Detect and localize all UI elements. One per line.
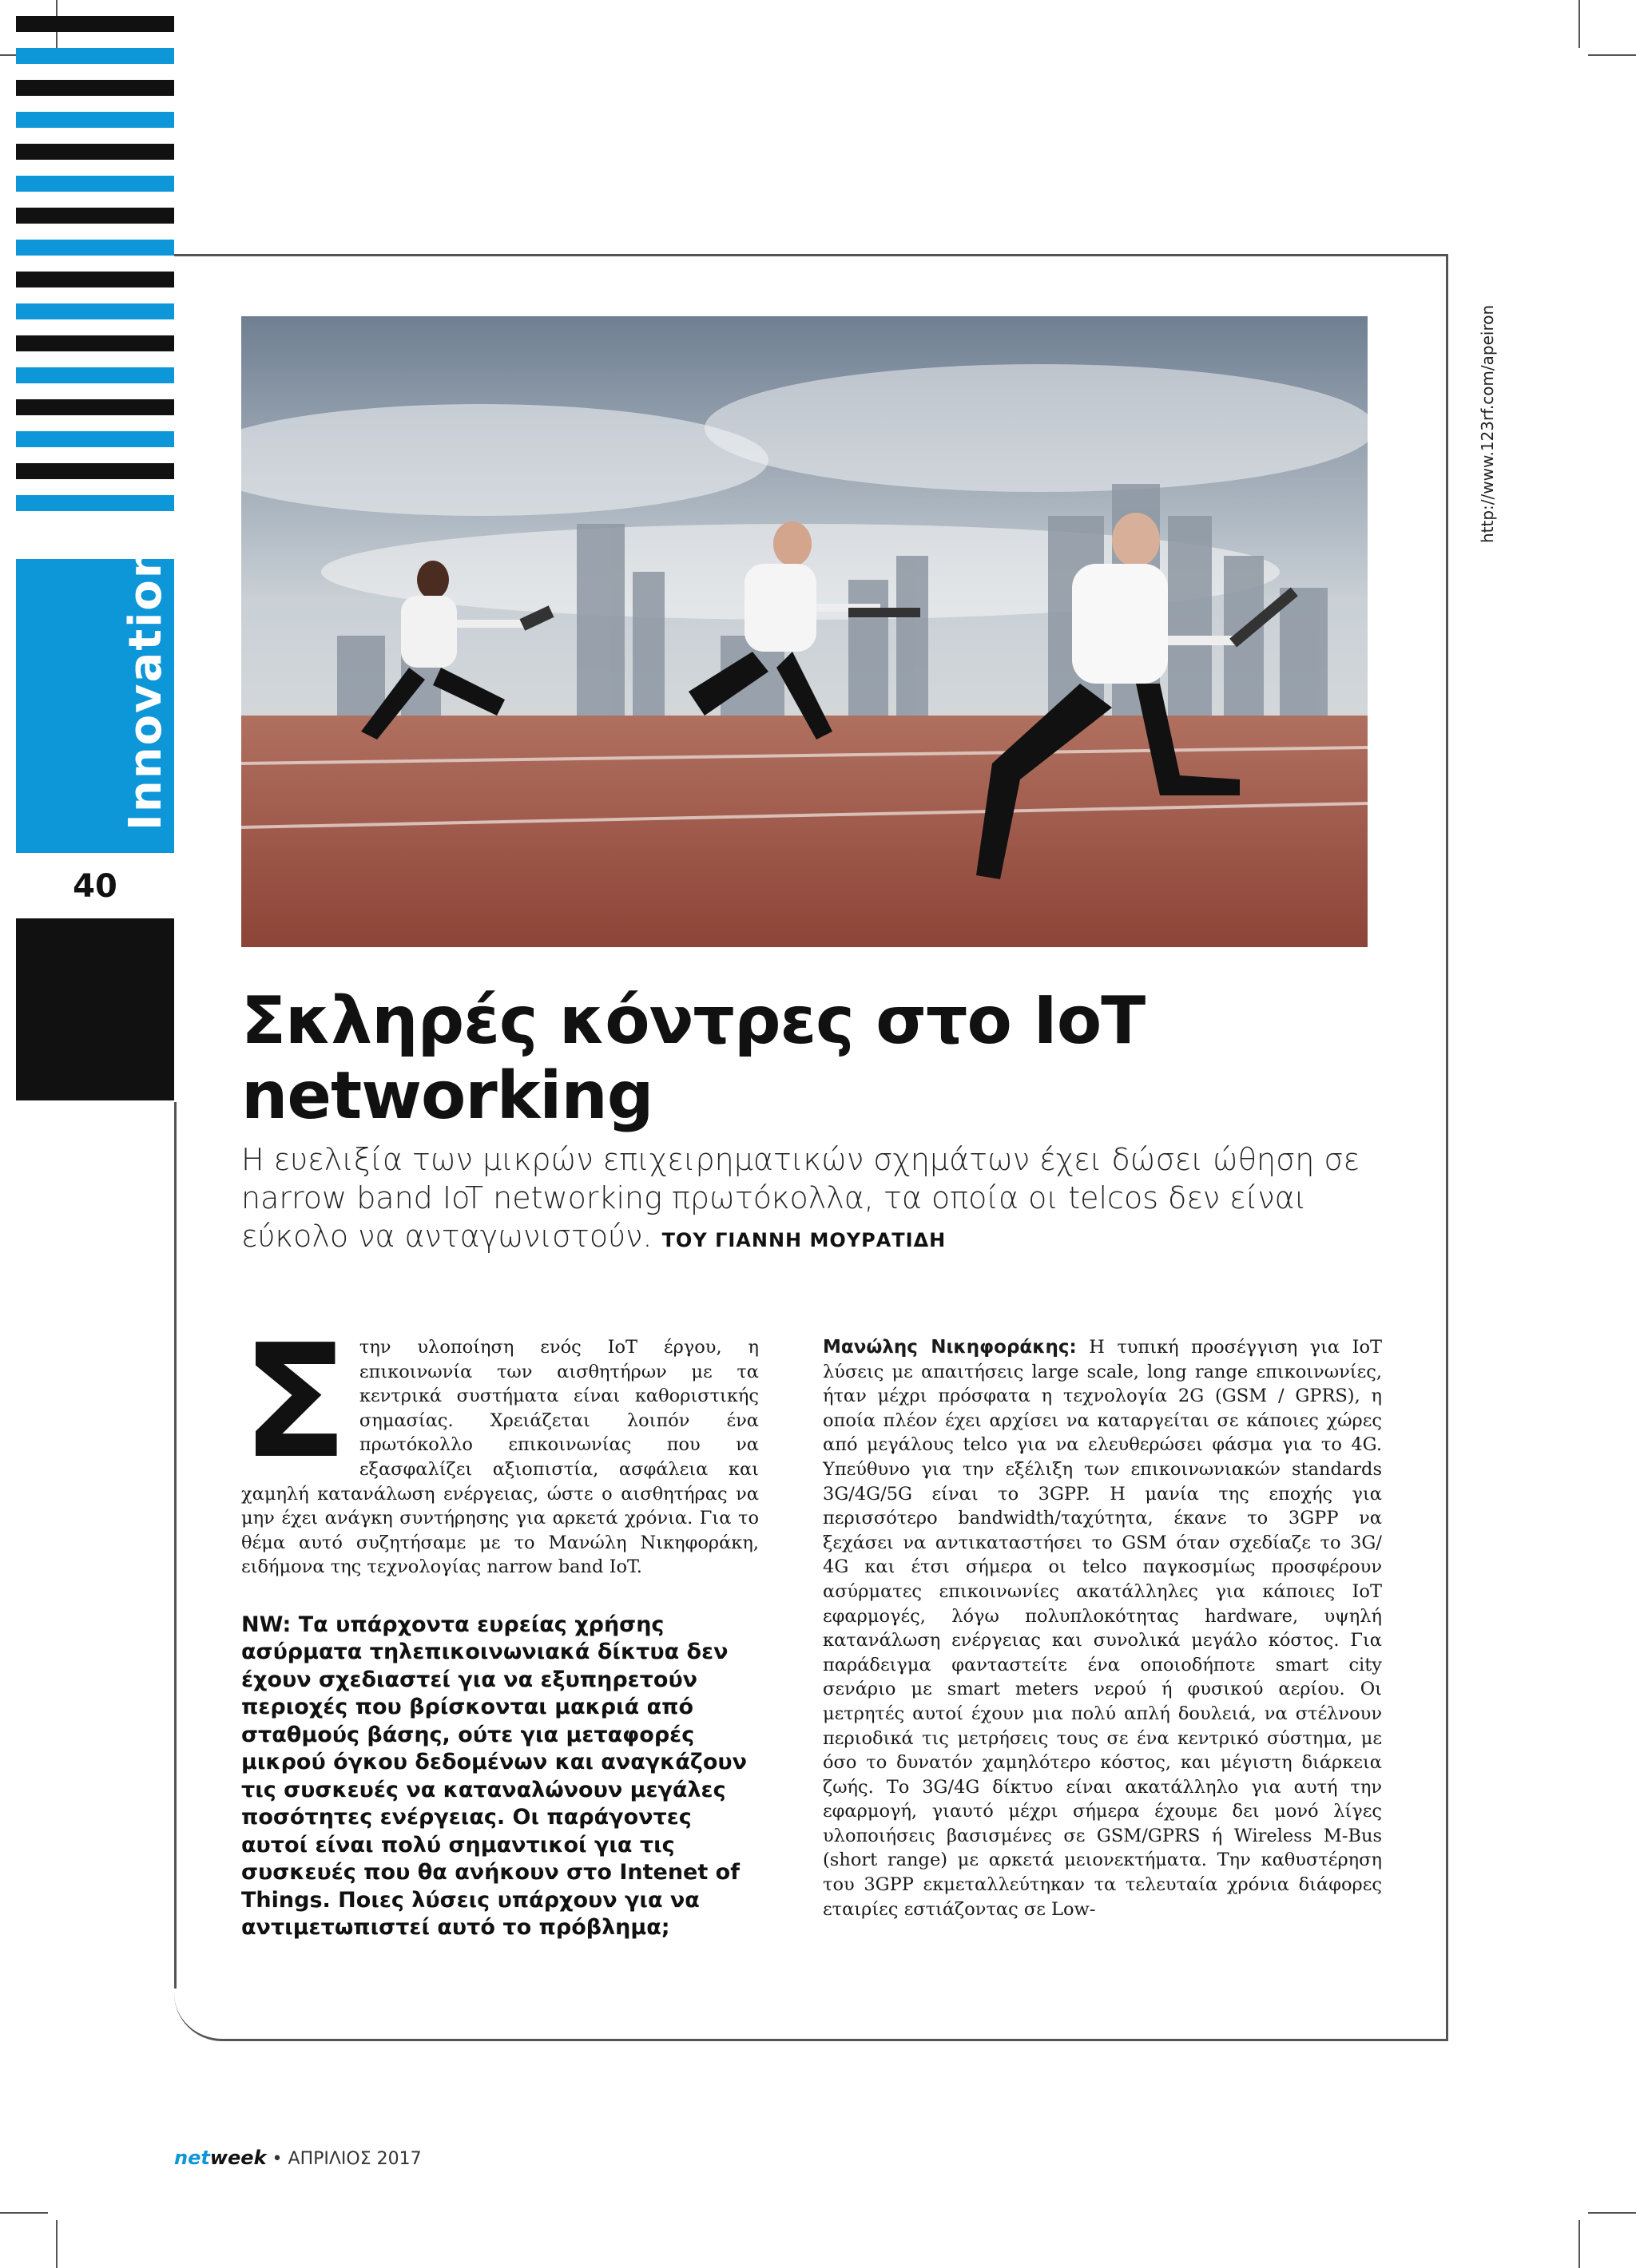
black-block [16,918,174,1100]
hero-image [241,316,1368,947]
page-number: 40 [73,868,117,905]
subtitle-text: Η ευελιξία των μικρών επιχειρηματικών σχημάτων έχει δώσει ώθηση σε narrow band IoT networking πρωτόκολλα, τα οποία οι telcos δεν είναι εύκολο να ανταγωνιστούν. [241,1142,1360,1254]
brand-week: week [209,2147,267,2169]
column-left [241,1311,759,1942]
answer-text: Η τυπική προσέγγιση για IoT λύσεις με απαιτήσεις large scale, long range επικοινωνίες, ήταν μέχρι πρόσφατα η τεχνολογία 2G (GSM / GPRS), η οποία πλέον έχει αρχίσει να καταργείται σε κάποιες χώρες από μεγάλους telco για να ελευθερώσει φάσμα για το 4G. Υπεύθυνο για την εξέλιξη των επικοινωνιακών standards 3G/4G/5G είναι το 3GPP. Η μανία της εποχής για περισσότερο bandwidth/ταχύτητα, έκανε το 3GPP να ξεχάσει να αντικαταστήσει το GSM όταν σχεδίαζε το 3G/ 4G και έτσι σήμερα οι telco παγκοσμίως προσφέρουν ασύρματες επικοινωνίες ακατάλληλες για κάποιες IoT εφαρμογές, λόγω πολυπλοκότητας hardware, υψηλή κατανάλωση ενέργειας και συνολικά μεγάλο κόστος. Για παράδειγμα φανταστείτε ένα οποιοδήποτε smart city σενάριο με smart meters νερού ή φυσικού αερίου. Οι μετρητές αυτοί έχουν μια πολύ απλή δουλειά, να στέλνουν περιοδικά τις μετρήσεις τους σε ένα κεντρικό σύστημα, με όσο το δυνατόν χαμηλότερο κόστος, και μέγιστη διάρκεια ζωής. Το 3G/4G δίκτυο είναι ακατάλληλο για αυτή την εφαρμογή, γιαυτό μέχρι σήμερα έχουμε δει μονό λίγες υλοποιήσεις βασισμένες σε GSM/GPRS ή Wireless M-Bus (short range) με αρκετά μειονεκτήματα. Την καθυστέρηση του 3GPP εκμεταλλεύτηκαν τα τελευταία χρόνια διάφορες εταιρίες εστιάζοντας σε Low- [823,1337,1383,1920]
crop-mark [56,2220,58,2268]
crop-mark [0,2212,48,2214]
image-credit: http://www.123rf.com/apeiron [1478,304,1497,543]
brand-logo [174,2147,267,2169]
brand-net: net [174,2147,210,2169]
drop-cap: Σ [241,1311,348,1493]
article-subtitle [241,1140,1376,1259]
crop-mark [1588,54,1636,56]
interview-question: NW: Τα υπάρχοντα ευρείας χρήσης ασύρματα τηλεπικοινωνιακά δίκτυα δεν έχουν σχεδιαστεί για να εξυπηρετούν περιοχές που βρίσκονται μακριά από σταθμούς βάσης, ούτε για μεταφορές μικρού όγκου δεδομένων και αναγκάζουν τις συσκευές να καταναλώνουν μεγάλες ποσότητες ενέργειας. Οι παράγοντες αυτοί είναι πολύ σημαντικοί για τις συσκευές που θα ανήκουν στο Intenet of Things. Ποιες λύσεις υπάρχουν για να αντιμετωπιστεί αυτό το πρόβλημα; [241,1612,747,1941]
section-label: Innovation [120,545,172,831]
issue-date: ΑΠΡΙΛΙΟΣ 2017 [288,2149,422,2169]
column-right [823,1335,1382,1921]
footer-separator: • [272,2149,283,2169]
page-footer [174,2147,422,2169]
article-title: Σκληρές κόντρες στο IoT networking [241,983,1146,1134]
answer-speaker: Μανώλης Νικηφοράκης: [823,1337,1077,1358]
byline: ΤΟΥ ΓΙΑΝΝΗ ΜΟΥΡΑΤΙΔΗ [661,1229,947,1251]
crop-mark [1578,0,1580,48]
article-frame-left [174,1102,177,1988]
intro-text: την υλοποίηση ενός IoT έργου, η επικοινωνία των αισθητήρων με τα κεντρικά συστήματα είναι καθοριστικής σημασίας. Χρειάζεται λοιπόν ένα πρωτόκολλο επικοινωνίας που να εξασφαλίζει αξιοπιστία, ασφάλεια και χαμηλή κατανάλωση ενέργειας, ώστε ο αισθητήρας να μην έχει ανάγκη συντήρησης για αρκετά χρόνια. Για το θέμα αυτό συζητήσαμε με το Μανώλη Νικηφοράκη, ειδήμονα της τεχνολογίας narrow band IoT. [241,1337,759,1578]
crop-mark [1588,2212,1636,2214]
crop-mark [1578,2220,1580,2268]
hero-illustration [241,316,1368,947]
